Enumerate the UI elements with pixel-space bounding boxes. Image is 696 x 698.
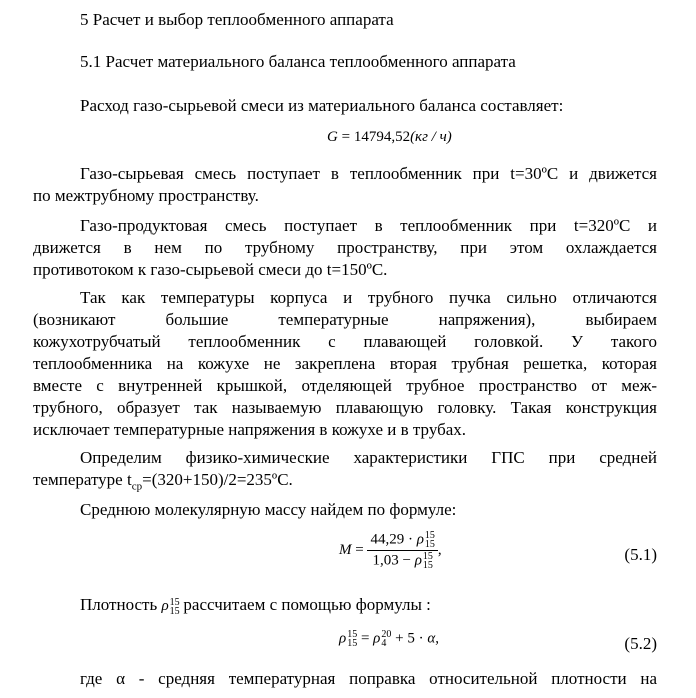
density-suffix: рассчитаем с помощью формулы : [183, 595, 431, 614]
paragraph-def-line-2 [33, 469, 293, 497]
def-temp-subscript: ср [131, 480, 143, 493]
formula-M-lhs: M [339, 541, 352, 558]
paragraph-density: Плотность ρ 15 15 рассчитаем с помощью формулы : [80, 595, 431, 617]
formula-G-unit: (кг / ч) [410, 129, 452, 145]
paragraph-temp-line-7: исключает температурные напряжения в кожухе и в трубах. [33, 420, 467, 439]
paragraph-gs-line-1: Газо-сырьевая смесь поступает в теплообменник при t=30ºC и движется [80, 164, 657, 183]
formula-M-numerator: 44,29 · ρ 15 15 [367, 531, 437, 551]
formula-rho: ρ 15 15 = ρ 20 4 + 5 · α, [339, 629, 439, 649]
paragraph-where: где α - средняя температурная поправка относительной плотности на [80, 669, 657, 688]
paragraph-temp-line-5: вместе с внутренней крышкой, отделяющей трубное пространство от меж- [33, 376, 657, 395]
section-heading: 5 Расчет и выбор теплообменного аппарата [80, 10, 394, 29]
formula-G-lhs: G [327, 129, 338, 145]
formula-M-tail: , [437, 542, 442, 558]
paragraph-temp-line-4: теплообменника на кожухе не закреплена вторая трубная решетка, которая [33, 354, 657, 373]
paragraph-temp-line-1: Так как температуры корпуса и трубного пучка сильно отличаются [80, 288, 657, 307]
paragraph-gp-line-3: противотоком к газо-сырьевой смеси до t=150ºC. [33, 260, 388, 279]
density-prefix: Плотность [80, 595, 158, 614]
formula-M-denominator: 1,03 − ρ 15 15 [372, 551, 433, 571]
paragraph-flow: Расход газо-сырьевой смеси из материального баланса составляет: [80, 96, 564, 115]
paragraph-gs-line-2: по межтрубному пространству. [33, 186, 259, 205]
formula-M-fraction [367, 531, 437, 570]
paragraph-temp-line-2: (возникают большие температурные напряжения), выбираем [33, 310, 657, 329]
paragraph-temp-line-3: кожухотрубчатый теплообменник с плавающей головкой. У такого [33, 332, 657, 351]
def-temp-prefix: температуре t [33, 470, 132, 489]
formula-G-value: 14794,52 [353, 129, 411, 145]
paragraph-gp-line-2: движется в нем по трубному пространству, при этом охлаждается [33, 238, 657, 257]
density-rho: ρ [161, 598, 169, 614]
equation-number-5-2: (5.2) [624, 634, 657, 653]
formula-M: M = 44,29 · ρ 15 15 1,03 − ρ 15 15 , [339, 530, 442, 571]
paragraph-def-line-1: Определим физико-химические характеристики ГПС при средней [80, 448, 657, 467]
paragraph-mol: Среднюю молекулярную массу найдем по формуле: [80, 500, 457, 519]
paragraph-temp-line-6: трубного, образует так называемую плавающую головку. Такая конструкция [33, 398, 657, 417]
formula-G: G = 14794,52(кг / ч) [327, 129, 452, 145]
def-temp-value: =(320+150)/2=235ºC. [142, 470, 293, 489]
paragraph-gp-line-1: Газо-продуктовая смесь поступает в теплообменник при t=320ºC и [80, 216, 657, 235]
equation-number-5-1: (5.1) [624, 545, 657, 564]
subsection-heading: 5.1 Расчет материального баланса теплообменного аппарата [80, 52, 516, 71]
